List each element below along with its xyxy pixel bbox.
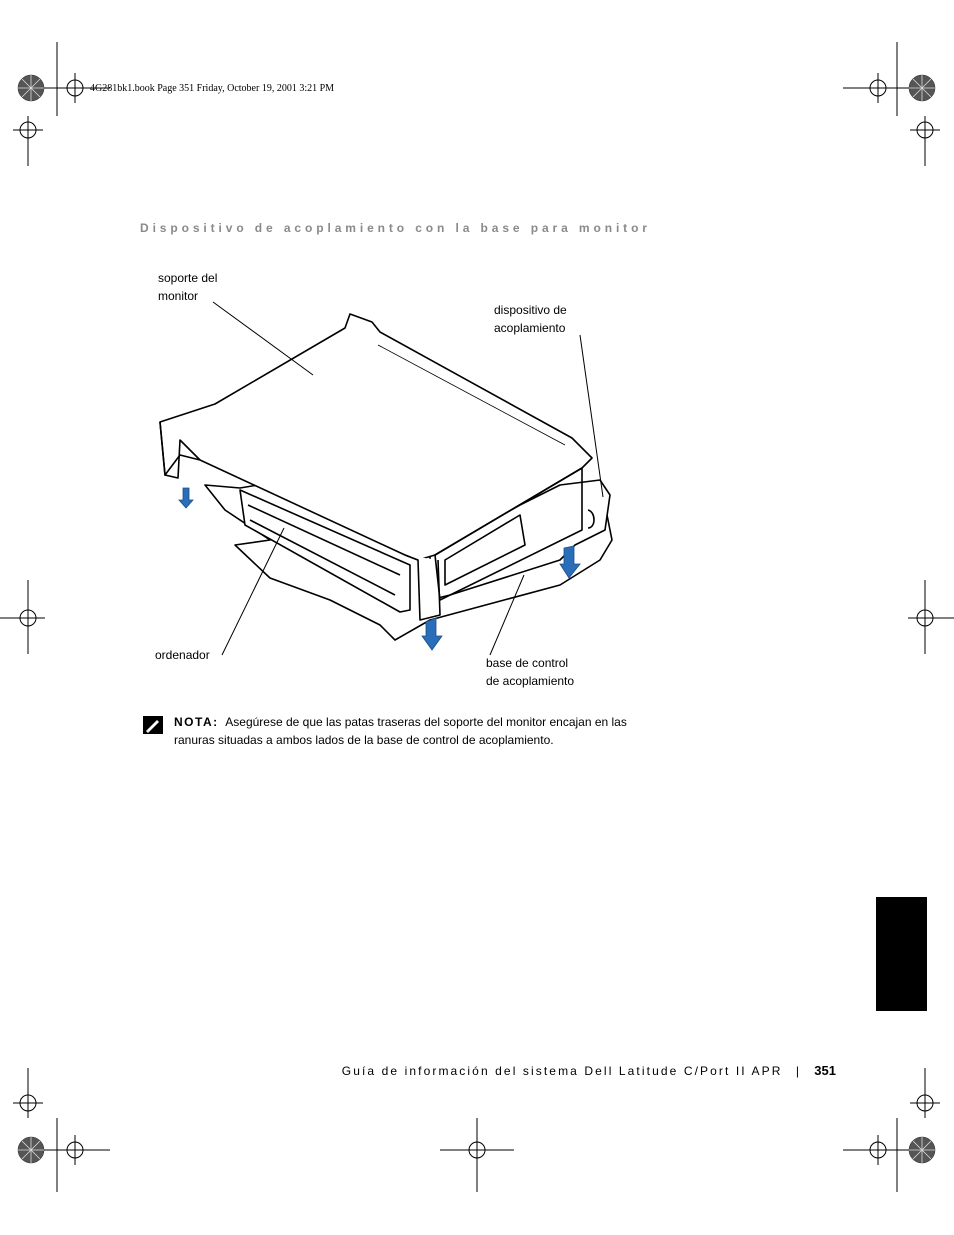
callout-computer: ordenador [155,648,210,662]
section-heading: Dispositivo de acoplamiento con la base para monitor [140,221,651,235]
footer-separator: | [795,1064,799,1078]
print-header: 4G281bk1.book Page 351 Friday, October 19, 2001 3:21 PM [90,83,335,94]
note-text [174,713,634,749]
callout-docking-device: dispositivo de acoplamiento [494,303,567,335]
section-side-tab [876,897,927,1011]
note-label: NOTA: [174,715,219,729]
page-footer [342,1063,836,1078]
callout-docking-base: base de control de acoplamiento [486,656,575,688]
callout-monitor-stand: soporte del monitor [158,271,218,303]
note-body: Asegúrese de que las patas traseras del soporte del monitor encajan en las ranuras situadas a ambos lados de la base de control de acoplamiento. [174,715,627,747]
page-number: 351 [814,1063,836,1078]
footer-title: Guía de información del sistema Dell Latitude C/Port II APR [341,1064,783,1078]
pencil-note-icon [142,715,164,735]
arrow-down-left [179,488,193,508]
